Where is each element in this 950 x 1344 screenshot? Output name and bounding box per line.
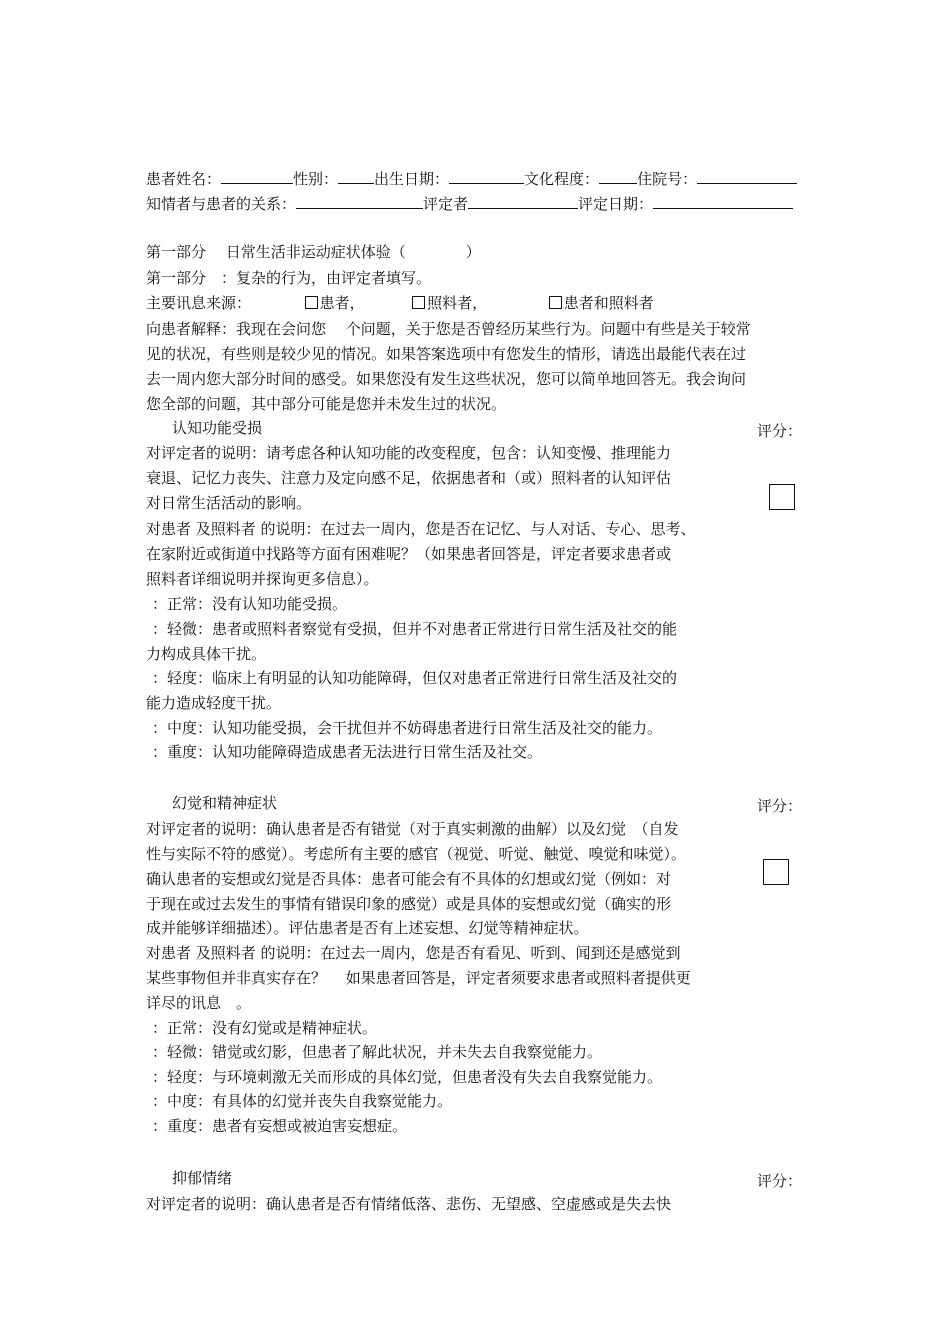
section-line: 照料者详细说明并探询更多信息）。: [146, 570, 379, 588]
gender-field[interactable]: [338, 167, 374, 184]
rating-option: ：轻微：错觉或幻影，但患者了解此状况，并未失去自我察觉能力。: [152, 1043, 603, 1061]
source-label: 主要讯息来源：: [146, 294, 252, 312]
section-title-depression: 抑郁情绪: [172, 1169, 233, 1187]
rating-option: ：轻度：与环境刺激无关而形成的具体幻觉，但患者没有失去自我察觉能力。: [152, 1068, 663, 1086]
rating-option: ：轻微：患者或照料者察觉有受损，但并不对患者正常进行日常生活及社交的能: [152, 620, 678, 638]
patient-info-row: [146, 167, 797, 191]
dob-field[interactable]: [449, 167, 524, 184]
section-title-cognitive: 认知功能受损: [172, 419, 263, 437]
section-line: 详尽的讯息 。: [146, 994, 252, 1012]
rating-option: ：轻度：临床上有明显的认知功能障碍，但仅对患者正常进行日常生活及社交的: [152, 669, 678, 687]
section-line: 衰退、记忆力丧失、注意力及定向感不足，依据患者和（或）照料者的认知评估: [146, 469, 672, 487]
section-line: 对评定者的说明：确认患者是否有错觉（对于真实刺激的曲解）以及幻觉 （自发: [146, 820, 679, 838]
rating-option: ：中度：有具体的幻觉并丧失自我察觉能力。: [152, 1092, 453, 1110]
section-title-hallucinations: 幻觉和精神症状: [172, 794, 278, 812]
source-option-patient[interactable]: [305, 294, 365, 312]
section-line: 对患者 及照料者 的说明：在过去一周内，您是否有看见、听到、闻到还是感觉到: [146, 944, 681, 962]
section-line: 对日常生活活动的影响。: [146, 494, 312, 512]
source-option-label: 患者和照料者: [563, 294, 654, 312]
rater-info-row: [146, 192, 793, 216]
name-label: 患者姓名：: [146, 170, 222, 188]
education-label: 文化程度：: [524, 170, 600, 188]
inpatient-number-label: 住院号：: [637, 170, 698, 188]
explain-line: 见的状况，有些则是较少见的情况。如果答案选项中有您发生的情形，请选出最能代表在过: [146, 345, 747, 363]
section-line: 对评定者的说明：确认患者是否有情绪低落、悲伤、无望感、空虚感或是失去快: [146, 1195, 672, 1213]
rating-option-cont: 力构成具体干扰。: [146, 645, 267, 663]
education-field[interactable]: [599, 167, 637, 184]
rating-option: ：重度：患者有妄想或被迫害妄想症。: [152, 1117, 408, 1135]
section-line: 成并能够详细描述）。评估患者是否有上述妄想、幻觉等精神症状。: [146, 919, 589, 937]
info-source-row: [146, 291, 654, 315]
score-label: 评分：: [757, 797, 803, 815]
checkbox-icon[interactable]: [305, 296, 318, 309]
date-label: 评定日期：: [578, 195, 654, 213]
explain-line: 向患者解释：我现在会问您 个问题，关于您是否曾经历某些行为。问题中有些是关于较常: [146, 320, 751, 338]
explain-line: 您全部的问题，其中部分可能是您并未发生过的状况。: [146, 395, 507, 413]
rating-option-cont: 能力造成轻度干扰。: [146, 694, 282, 712]
rating-option: ：重度：认知功能障碍造成患者无法进行日常生活及社交。: [152, 743, 543, 761]
section-line: 性与实际不符的感觉）。考虑所有主要的感官（视觉、听觉、触觉、嗅觉和味觉）。: [146, 845, 687, 863]
score-box[interactable]: [769, 484, 795, 510]
checkbox-icon[interactable]: [549, 296, 562, 309]
name-field[interactable]: [221, 167, 293, 184]
rater-field[interactable]: [468, 192, 578, 209]
source-option-both[interactable]: [549, 294, 654, 312]
relation-label: 知情者与患者的关系：: [146, 195, 297, 213]
section-line: 对患者 及照料者 的说明：在过去一周内，您是否在记忆、与人对话、专心、思考、: [146, 520, 696, 538]
checkbox-icon[interactable]: [412, 296, 425, 309]
section-line: 于现在或过去发生的事情有错误印象的感觉）或是具体的妄想或幻觉（确实的形: [146, 895, 672, 913]
source-option-label: 照料者，: [427, 294, 488, 312]
rater-label: 评定者: [423, 195, 469, 213]
part-title: 第一部分 日常生活非运动症状体验（ ）: [146, 243, 481, 261]
inpatient-number-field[interactable]: [697, 167, 797, 184]
source-option-caregiver[interactable]: [412, 294, 487, 312]
section-line: 对评定者的说明：请考虑各种认知功能的改变程度，包含：认知变慢、推理能力: [146, 444, 672, 462]
rating-option: ：正常：没有认知功能受损。: [152, 595, 348, 613]
score-label: 评分：: [757, 1172, 803, 1190]
relation-field[interactable]: [296, 192, 423, 209]
score-box[interactable]: [763, 859, 789, 885]
source-option-label: 患者，: [319, 294, 365, 312]
part-subtitle: 第一部分 ：复杂的行为，由评定者填写。: [146, 269, 432, 287]
dob-label: 出生日期：: [374, 170, 450, 188]
rating-option: ：正常：没有幻觉或是精神症状。: [152, 1019, 378, 1037]
section-line: 在家附近或街道中找路等方面有困难呢？（如果患者回答是，评定者要求患者或: [146, 545, 672, 563]
date-field[interactable]: [653, 192, 793, 209]
explain-line: 去一周内您大部分时间的感受。如果您没有发生这些状况，您可以简单地回答无。我会询问: [146, 370, 747, 388]
section-line: 某些事物但并非真实存在？ 如果患者回答是，评定者须要求患者或照料者提供更: [146, 969, 691, 987]
rating-option: ：中度：认知功能受损，会干扰但并不妨碍患者进行日常生活及社交的能力。: [152, 719, 663, 737]
section-line: 确认患者的妄想或幻觉是否具体：患者可能会有不具体的幻想或幻觉（例如：对: [146, 870, 672, 888]
score-label: 评分：: [757, 422, 803, 440]
gender-label: 性别：: [293, 170, 339, 188]
